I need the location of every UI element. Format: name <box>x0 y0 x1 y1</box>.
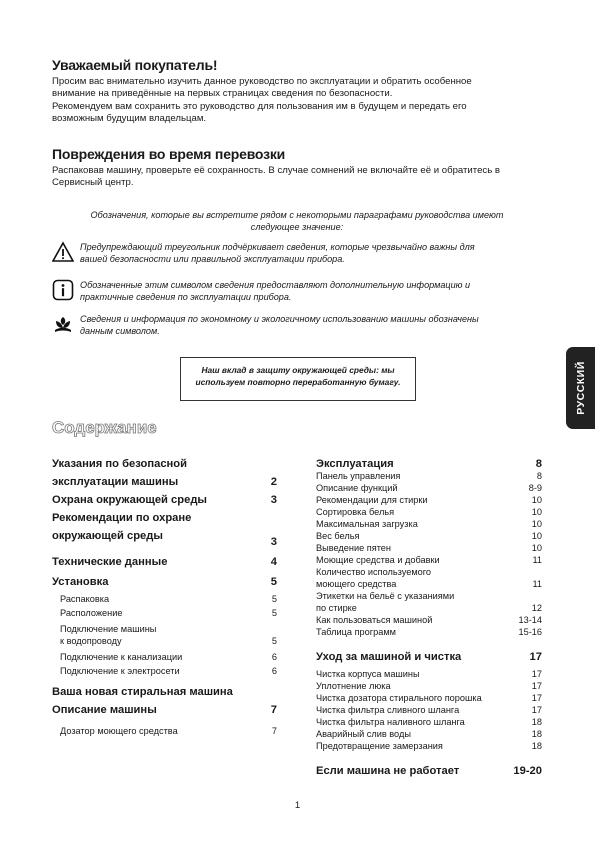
note-eco-text <box>80 313 530 337</box>
toc-entry <box>316 627 542 637</box>
toc-entry <box>316 471 542 481</box>
warning-triangle-icon <box>52 241 74 263</box>
toc-section <box>52 686 277 698</box>
toc-page: 5 <box>270 576 277 588</box>
toc-entry <box>52 608 277 618</box>
toc-entry <box>316 483 542 493</box>
toc-label: Рекомендации по охране <box>52 512 192 524</box>
text-line: данным символом. <box>80 326 160 336</box>
toc-section <box>52 512 277 524</box>
contents-title: Содержание <box>52 418 157 437</box>
toc-label: Вес белья <box>316 531 360 541</box>
toc-entry <box>316 579 542 589</box>
toc-section <box>52 458 277 470</box>
toc-page: 11 <box>532 579 542 589</box>
toc-page: 10 <box>531 495 542 505</box>
toc-page: 10 <box>531 519 542 529</box>
text-line: вашей безопасности или правильной эксплуатации прибора. <box>80 254 345 264</box>
toc-page: 10 <box>531 543 542 553</box>
toc-entry <box>316 519 542 529</box>
note-info-text <box>80 279 530 303</box>
toc-label: Описание функций <box>316 483 398 493</box>
transport-text <box>52 165 552 190</box>
toc-label: Уплотнение люка <box>316 681 391 691</box>
toc-label: Установка <box>52 576 109 588</box>
greeting-title: Уважаемый покупатель! <box>52 57 218 73</box>
toc-label: Предотвращение замерзания <box>316 741 443 751</box>
toc-entry <box>316 741 542 751</box>
toc-label: окружающей среды <box>52 530 163 542</box>
note-warning-text <box>80 241 530 265</box>
toc-page: 17 <box>531 693 542 703</box>
toc-page: 17 <box>531 705 542 715</box>
text-line: Предупреждающий треугольник подчёркивает сведения, которые чрезвычайно важны для <box>80 242 475 252</box>
toc-page: 4 <box>270 556 277 568</box>
toc-page: 7 <box>271 726 277 736</box>
toc-entry <box>316 507 542 517</box>
text-line: следующее значение: <box>250 222 344 232</box>
toc-page: 3 <box>270 494 277 506</box>
toc-label: Расположение <box>60 608 123 618</box>
toc-entry <box>316 681 542 691</box>
toc-label: к водопроводу <box>60 636 122 646</box>
toc-label: Чистка корпуса машины <box>316 669 420 679</box>
toc-page: 13-14 <box>518 615 542 625</box>
toc-label: Эксплуатация <box>316 458 394 470</box>
info-icon <box>52 279 74 301</box>
toc-section <box>52 576 277 588</box>
language-tab-label: РУССКИЙ <box>574 361 587 415</box>
toc-entry <box>316 603 542 613</box>
transport-title: Повреждения во время перевозки <box>52 146 286 162</box>
toc-page: 17 <box>531 681 542 691</box>
toc-label: Уход за машиной и чистка <box>316 651 462 663</box>
language-tab <box>566 347 595 429</box>
text-line: Рекомендуем вам сохранить это руководство для пользования им в будущем и передать его <box>52 100 467 112</box>
toc-entry <box>316 705 542 715</box>
toc-label: по стирке <box>316 603 357 613</box>
toc-section <box>316 765 542 777</box>
toc-label: Чистка фильтра сливного шланга <box>316 705 460 715</box>
toc-page: 10 <box>531 531 542 541</box>
toc-label: Описание машины <box>52 704 157 716</box>
toc-entry <box>316 717 542 727</box>
toc-page: 7 <box>270 704 277 716</box>
toc-label: Указания по безопасной <box>52 458 188 470</box>
toc-entry <box>52 624 277 634</box>
toc-entry <box>316 543 542 553</box>
toc-label: Максимальная загрузка <box>316 519 418 529</box>
toc-page: 17 <box>529 651 542 663</box>
toc-label: Подключение к канализации <box>60 652 183 662</box>
toc-entry <box>316 531 542 541</box>
toc-page: 2 <box>270 476 277 488</box>
note-info <box>52 279 532 305</box>
toc-label: Чистка фильтра наливного шланга <box>316 717 465 727</box>
toc-entry <box>52 636 277 646</box>
toc-left-column <box>52 458 277 748</box>
toc-page: 8-9 <box>528 483 542 493</box>
toc-entry <box>52 652 277 662</box>
toc-page: 8 <box>535 458 542 470</box>
toc-page: 6 <box>271 666 277 676</box>
toc-label: Этикетки на бельё с указаниями <box>316 591 455 601</box>
text-line: Обозначения, которые вы встретите рядом с некоторыми параграфами руководства имеют <box>90 210 504 220</box>
toc-label: Дозатор моющего средства <box>60 726 178 736</box>
toc-section <box>52 536 277 548</box>
toc-label: Технические данные <box>52 556 168 568</box>
text-line: Просим вас внимательно изучить данное руководство по эксплуатации и обратить особенное <box>52 76 472 87</box>
symbols-intro <box>52 209 542 233</box>
toc-section <box>316 458 542 470</box>
note-eco <box>52 313 532 339</box>
eco-paper-box <box>180 357 416 401</box>
toc-entry <box>316 669 542 679</box>
text-line: Наш вклад в защиту окружающей среды: мы <box>201 365 395 375</box>
toc-entry <box>316 693 542 703</box>
text-line: Обозначенные этим символом сведения предоставляют дополнительную информацию и <box>80 280 471 290</box>
toc-entry <box>316 555 542 565</box>
note-warning <box>52 241 532 267</box>
text-line: Сервисный центр. <box>52 177 134 189</box>
toc-label: Моющие средства и добавки <box>316 555 440 565</box>
toc-label: Количество используемого <box>316 567 432 577</box>
toc-label: Выведение пятен <box>316 543 391 553</box>
toc-page: 3 <box>270 536 277 548</box>
toc-label: Распаковка <box>60 594 110 604</box>
toc-label: Чистка дозатора стирального порошка <box>316 693 482 703</box>
toc-label: Как пользоваться машиной <box>316 615 433 625</box>
toc-entry <box>52 594 277 604</box>
toc-entry <box>316 729 542 739</box>
toc-page: 19-20 <box>513 765 542 777</box>
greeting-text <box>52 76 552 126</box>
toc-section <box>52 476 277 488</box>
toc-label: Ваша новая стиральная машина <box>52 686 233 698</box>
toc-label: эксплуатации машины <box>52 476 179 488</box>
flower-icon <box>52 313 74 335</box>
text-line: используем повторно переработанную бумагу. <box>195 377 401 387</box>
toc-page: 5 <box>271 636 277 646</box>
toc-label: Таблица программ <box>316 627 396 637</box>
toc-entry <box>316 567 542 577</box>
toc-page: 15-16 <box>518 627 542 637</box>
toc-entry <box>52 666 277 676</box>
toc-label: Сортировка белья <box>316 507 395 517</box>
toc-label: моющего средства <box>316 579 397 589</box>
text-line: практичные сведения по эксплуатации прибора. <box>80 292 292 302</box>
toc-page: 8 <box>536 471 542 481</box>
toc-label: Подключение к электросети <box>60 666 180 676</box>
toc-entry <box>52 726 277 736</box>
text-line: Распаковав машину, проверьте её сохранность. В случае сомнений не включайте её и обратитесь в <box>52 165 500 176</box>
toc-entry <box>316 591 542 601</box>
toc-page: 18 <box>531 729 542 739</box>
toc-page: 18 <box>531 717 542 727</box>
toc-section <box>52 704 277 716</box>
toc-page: 6 <box>271 652 277 662</box>
toc-section <box>52 494 277 506</box>
toc-entry <box>316 615 542 625</box>
toc-label: Подключение машины <box>60 624 157 634</box>
text-line: Сведения и информация по экономному и экологичному использованию машины обозначены <box>80 314 479 324</box>
toc-label: Панель управления <box>316 471 401 481</box>
toc-label: Рекомендации для стирки <box>316 495 428 505</box>
text-line: возможным будущим владельцам. <box>52 113 207 125</box>
text-line: внимание на приведённые на первых страницах сведения по безопасности. <box>52 88 393 100</box>
toc-page: 11 <box>532 555 542 565</box>
page-number: 1 <box>294 800 301 811</box>
toc-entry <box>316 495 542 505</box>
toc-page: 10 <box>531 507 542 517</box>
toc-page: 5 <box>271 594 277 604</box>
toc-page: 18 <box>531 741 542 751</box>
toc-label: Аварийный слив воды <box>316 729 411 739</box>
toc-page: 5 <box>271 608 277 618</box>
toc-section <box>52 556 277 568</box>
toc-label: Если машина не работает <box>316 765 460 777</box>
toc-page: 17 <box>531 669 542 679</box>
toc-right-column <box>316 458 542 798</box>
toc-section <box>316 651 542 663</box>
toc-label: Охрана окружающей среды <box>52 494 207 506</box>
toc-page: 12 <box>531 603 542 613</box>
